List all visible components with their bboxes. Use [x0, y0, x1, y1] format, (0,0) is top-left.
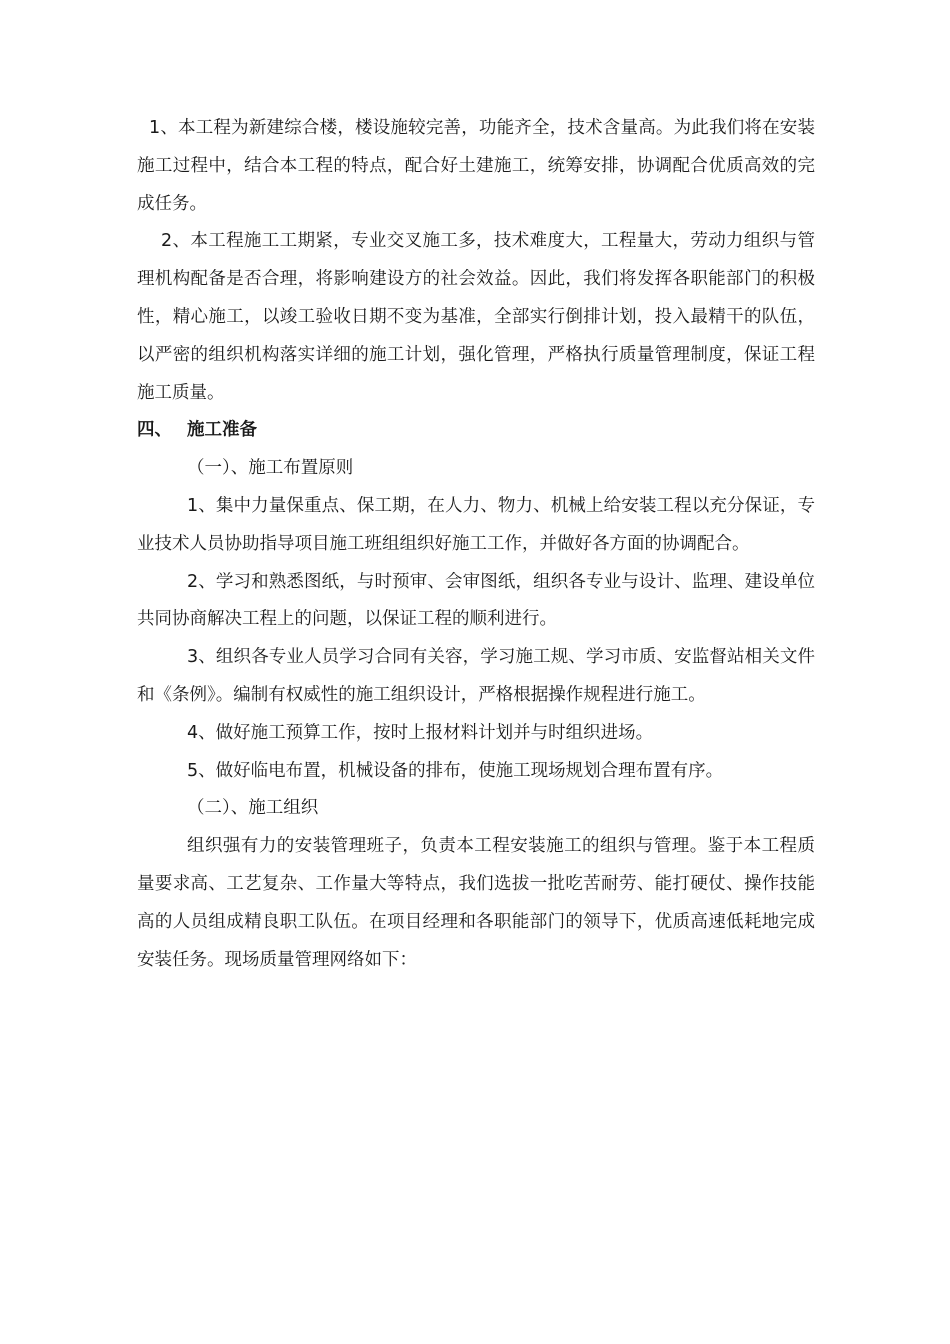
- paragraph-1: 1、本工程为新建综合楼，楼设施较完善，功能齐全，技术含量高。为此我们将在安装施工过程中，结合本工程的特点，配合好土建施工，统筹安排，协调配合优质高效的完成任务。: [137, 118, 815, 214]
- section-four-title: 施工准备: [187, 420, 257, 441]
- subsection-one-title: （一）、施工布置原则: [187, 458, 354, 479]
- subsection-two-title: （二）、施工组织: [187, 798, 319, 819]
- paragraph-2: 2、本工程施工工期紧，专业交叉施工多，技术难度大，工程量大，劳动力组织与管理机构配备是否合理，将影响建设方的社会效益。因此，我们将发挥各职能部门的积极性，精心施工，以竣工验收日期不变为基准，全部实行倒排计划，投入最精干的队伍，以严密的组织机构落实详细的施工计划，强化管理，严格执行质量管理制度，保证工程施工质量。: [137, 231, 815, 403]
- section-four-heading: [137, 412, 815, 450]
- section-four-number: 四、: [137, 420, 172, 441]
- principle-item-2: 2、学习和熟悉图纸，与时预审、会审图纸，组织各专业与设计、监理、建设单位共同协商解决工程上的问题，以保证工程的顺利进行。: [137, 571, 815, 630]
- principle-item-5: 5、做好临电布置，机械设备的排布，使施工现场规划合理布置有序。: [187, 760, 724, 781]
- principle-item-1: 1、集中力量保重点、保工期，在人力、物力、机械上给安装工程以充分保证，专业技术人员协助指导项目施工班组组织好施工工作，并做好各方面的协调配合。: [137, 495, 815, 554]
- document-page: [137, 110, 815, 979]
- organization-paragraph: 组织强有力的安装管理班子，负责本工程安装施工的组织与管理。鉴于本工程质量要求高、工艺复杂、工作量大等特点，我们选拔一批吃苦耐劳、能打硬仗、操作技能高的人员组成精良职工队伍。在项目经理和各职能部门的领导下，优质高速低耗地完成安装任务。现场质量管理网络如下：: [137, 836, 815, 970]
- principle-item-3: 3、组织各专业人员学习合同有关容，学习施工规、学习市质、安监督站相关文件和《条例》。编制有权威性的施工组织设计，严格根据操作规程进行施工。: [137, 647, 815, 705]
- principle-item-4: 4、做好施工预算工作，按时上报材料计划并与时组织进场。: [187, 722, 654, 743]
